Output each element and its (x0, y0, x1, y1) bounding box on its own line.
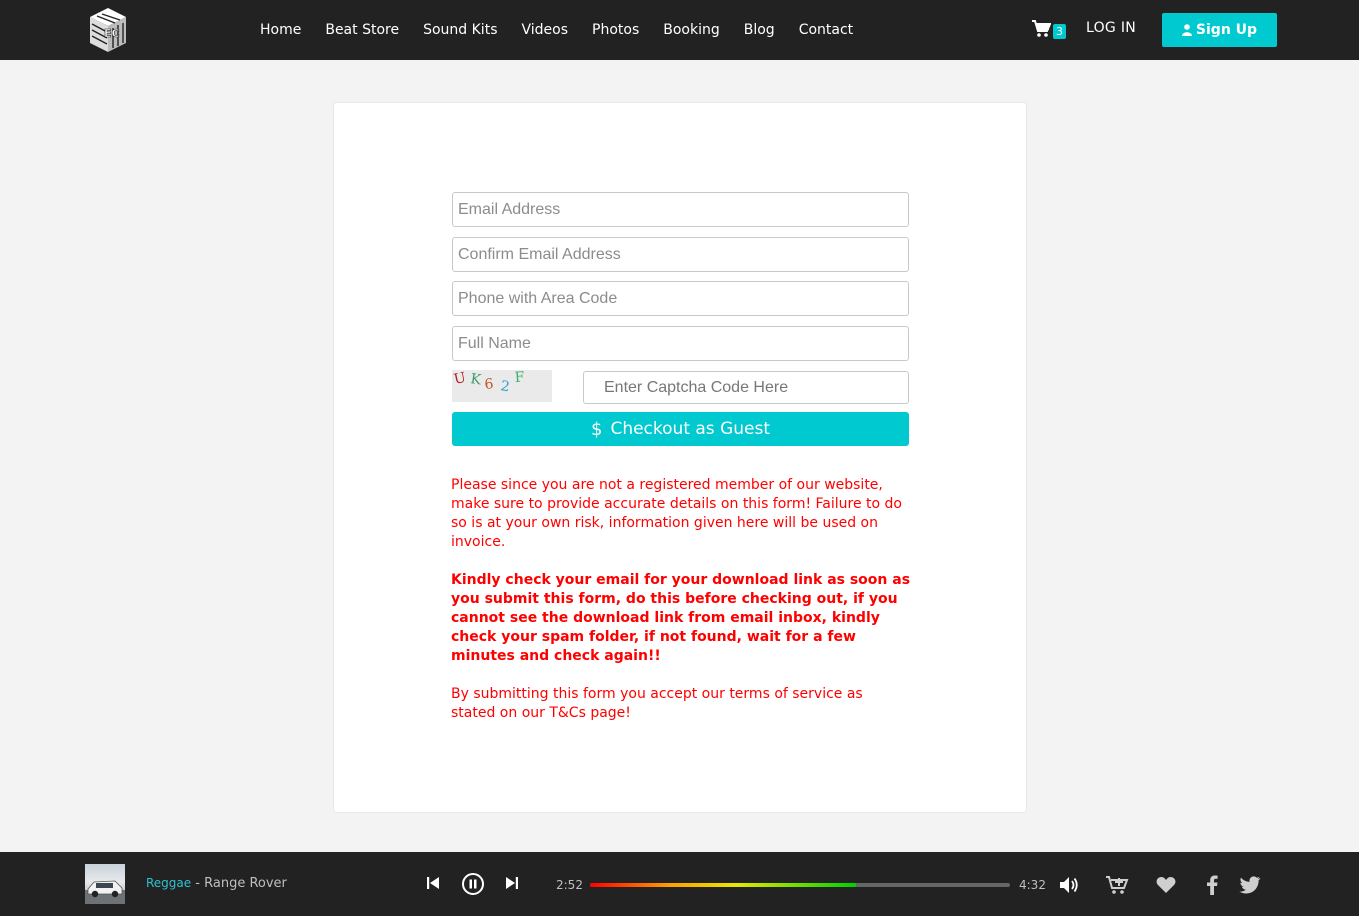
track-genre-link[interactable]: Reggae (146, 876, 192, 890)
nav-booking[interactable]: Booking (663, 22, 720, 38)
facebook-icon[interactable] (1203, 874, 1221, 896)
cart-button[interactable] (1032, 20, 1066, 42)
pause-icon[interactable] (460, 871, 485, 896)
terms-notice: By submitting this form you accept our terms of service as stated on our T&Cs page! (451, 686, 863, 721)
track-thumbnail[interactable] (85, 864, 125, 904)
checkout-label: Checkout as Guest (610, 419, 770, 439)
signup-button[interactable] (1162, 13, 1277, 47)
nav-contact[interactable]: Contact (798, 22, 854, 38)
nav-home[interactable]: Home (260, 22, 302, 38)
captcha-input[interactable] (583, 371, 909, 404)
signup-label: Sign Up (1195, 22, 1258, 38)
progress-fill (590, 883, 856, 887)
guest-checkout-card (333, 102, 1027, 813)
previous-icon[interactable] (424, 872, 442, 894)
nav-beat-store[interactable]: Beat Store (325, 22, 400, 38)
nav-sound-kits[interactable]: Sound Kits (423, 22, 498, 38)
captcha-char: F (514, 370, 525, 386)
track-separator: - (195, 876, 205, 891)
main-nav (260, 0, 877, 60)
nav-videos[interactable]: Videos (521, 22, 569, 38)
captcha-char: K (469, 371, 483, 389)
login-link[interactable]: LOG IN (1086, 20, 1137, 36)
add-to-cart-icon[interactable] (1104, 874, 1130, 896)
checkout-as-guest-button[interactable] (452, 412, 909, 446)
captcha-char: U (452, 370, 468, 388)
checkout-notes (451, 476, 911, 742)
twitter-icon[interactable] (1238, 874, 1262, 896)
cart-icon (1032, 20, 1051, 42)
download-link-notice: Kindly check your email for your download link as soon as you submit this form, do this before checking out, if you cannot see the download link from email inbox, kindly check your spam folder, if not found, wait for a few minutes and check again!! (451, 572, 911, 664)
captcha-char: 6 (483, 376, 495, 393)
current-time: 2:52 (556, 878, 583, 892)
progress-bar[interactable] (590, 883, 1010, 887)
captcha-char: 2 (499, 378, 511, 396)
captcha-image (452, 370, 552, 402)
top-navbar (0, 0, 1359, 60)
phone-field[interactable] (452, 281, 909, 316)
volume-icon[interactable] (1058, 874, 1080, 896)
audio-player (0, 852, 1359, 916)
full-name-field[interactable] (452, 326, 909, 361)
nav-blog[interactable]: Blog (743, 22, 775, 38)
cart-count-badge: 3 (1053, 24, 1066, 39)
user-icon (1182, 24, 1192, 36)
total-time: 4:32 (1019, 878, 1046, 892)
nav-photos[interactable]: Photos (592, 22, 640, 38)
track-title: Range Rover (204, 876, 287, 891)
next-icon[interactable] (503, 872, 521, 894)
track-info (146, 876, 287, 891)
email-field[interactable] (452, 192, 909, 227)
guest-warning-text: Please since you are not a registered member of our website, make sure to provide accurate details on this form! Failure to do so is at your own risk, information given here will be used on invoice. (451, 477, 902, 550)
confirm-email-field[interactable] (452, 237, 909, 272)
dollar-icon: $ (591, 418, 603, 440)
heart-icon[interactable] (1155, 874, 1177, 896)
site-logo[interactable] (86, 6, 130, 54)
logo-text: EC (104, 27, 120, 40)
